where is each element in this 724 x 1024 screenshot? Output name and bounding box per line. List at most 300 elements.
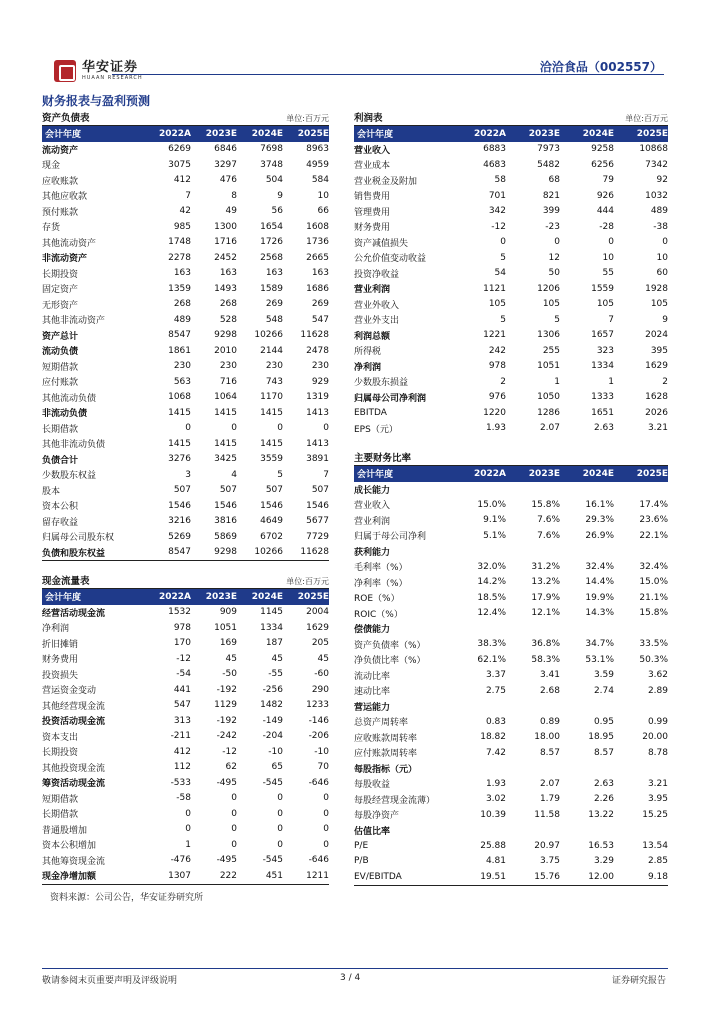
table-row <box>354 173 668 189</box>
cell-value: -149 <box>262 715 283 726</box>
row-label: 其他经营现金流 <box>42 701 106 712</box>
row-label: 成长能力 <box>354 485 391 496</box>
cell-value: 9.18 <box>647 871 668 882</box>
source-note: 资料来源：公司公告，华安证券研究所 <box>50 893 204 903</box>
cell-value: 26.9% <box>585 530 614 541</box>
cell-value: 1726 <box>260 237 283 248</box>
table-row <box>42 436 329 452</box>
cell-value: 222 <box>219 870 237 881</box>
cell-value: 10 <box>602 252 614 263</box>
table-row <box>42 837 329 853</box>
table-row <box>42 359 329 375</box>
table-row <box>354 699 668 715</box>
cell-value: 2278 <box>168 252 191 263</box>
cell-value: 3.95 <box>647 794 668 805</box>
row-label: 营业成本 <box>354 161 391 172</box>
cell-value: 15.8% <box>531 499 560 510</box>
cell-value: 2452 <box>214 252 237 263</box>
cell-value: 1319 <box>306 392 329 403</box>
balance-sheet-table <box>42 113 329 561</box>
table-row <box>354 250 668 266</box>
cell-value: 0 <box>231 793 237 804</box>
cell-value: -211 <box>170 731 191 742</box>
table-row <box>42 605 329 621</box>
cell-value: 1928 <box>645 283 668 294</box>
cell-value: 1233 <box>306 700 329 711</box>
cell-value: 10266 <box>254 330 283 341</box>
cell-value: 3075 <box>168 159 191 170</box>
table-row <box>42 868 329 884</box>
cell-value: 2.68 <box>539 685 560 696</box>
row-label: 营业外收入 <box>354 300 400 311</box>
row-label: 非流动负债 <box>42 409 88 420</box>
cell-value: 14.4% <box>585 577 614 588</box>
cell-value: 13.54 <box>642 840 668 851</box>
row-label: 毛利率（%） <box>354 563 408 574</box>
cell-value: 978 <box>488 361 506 372</box>
cell-value: 2.63 <box>593 778 614 789</box>
row-label: ROIC（%） <box>354 609 403 620</box>
table-row <box>354 513 668 529</box>
row-label: 应收账款 <box>42 176 79 187</box>
cell-value: 1334 <box>591 361 614 372</box>
cell-value: 205 <box>311 638 329 649</box>
table-row <box>354 497 668 513</box>
cell-value: 58 <box>494 175 506 186</box>
cell-value: 1032 <box>645 190 668 201</box>
cell-value: 230 <box>265 361 283 372</box>
cell-value: 53.1% <box>585 654 614 665</box>
cell-value: 399 <box>542 206 560 217</box>
cell-value: 1051 <box>537 361 560 372</box>
cell-value: 2.89 <box>647 685 668 696</box>
cell-value: 3559 <box>260 454 283 465</box>
cell-value: 9.1% <box>483 515 506 526</box>
cell-value: 1.93 <box>485 778 506 789</box>
table-row <box>42 682 329 698</box>
cell-value: 1686 <box>306 283 329 294</box>
cell-value: 5 <box>277 469 283 480</box>
cell-value: 2.75 <box>485 685 506 696</box>
footer-report-type: 证券研究报告 <box>611 976 666 986</box>
cell-value: 62 <box>225 762 237 773</box>
cell-value: 36.8% <box>531 639 560 650</box>
cell-value: 0 <box>323 824 329 835</box>
cell-value: 5482 <box>537 159 560 170</box>
cell-value: 2024E <box>251 591 283 602</box>
cell-value: 2568 <box>260 252 283 263</box>
cell-value: 1051 <box>214 622 237 633</box>
cell-value: 17.9% <box>531 592 560 603</box>
cell-value: -495 <box>216 777 237 788</box>
cell-value: 2023E <box>205 128 237 139</box>
cell-value: 269 <box>311 299 329 310</box>
cell-value: 1.79 <box>539 794 560 805</box>
cell-value: 163 <box>219 268 237 279</box>
row-label: 应付账款 <box>42 378 79 389</box>
cell-value: 2 <box>500 376 506 387</box>
cell-value: 1736 <box>306 237 329 248</box>
cell-value: 230 <box>173 361 191 372</box>
row-label: 短期借款 <box>42 794 79 805</box>
table-row <box>354 188 668 204</box>
row-label: 非流动资产 <box>42 254 88 265</box>
cell-value: 1121 <box>483 283 506 294</box>
cell-value: 10266 <box>254 547 283 558</box>
table-row <box>42 636 329 652</box>
cell-value: 0 <box>277 824 283 835</box>
row-label: 净利润 <box>42 624 70 635</box>
logo-name-en: HUAAN RESEARCH <box>82 74 143 81</box>
cell-value: 2.26 <box>593 794 614 805</box>
cell-value: 45 <box>271 653 283 664</box>
cell-value: 2024E <box>582 128 614 139</box>
cell-value: 29.3% <box>585 515 614 526</box>
table-row <box>42 421 329 437</box>
table-row <box>42 188 329 204</box>
table-row <box>354 343 668 359</box>
row-label: 每股净资产 <box>354 811 400 822</box>
cell-value: 0 <box>185 808 191 819</box>
company-logo <box>54 60 143 82</box>
table-row <box>42 328 329 344</box>
cell-value: 3816 <box>214 516 237 527</box>
cell-value: -146 <box>308 715 329 726</box>
cell-value: 1050 <box>537 392 560 403</box>
cell-value: 2665 <box>306 252 329 263</box>
table-row <box>354 869 668 885</box>
cell-value: 1170 <box>260 392 283 403</box>
table-header-row <box>354 466 668 482</box>
cell-value: 5 <box>500 314 506 325</box>
cell-value: 11628 <box>300 547 329 558</box>
cell-value: 32.4% <box>639 561 668 572</box>
cell-value: 2022A <box>473 128 506 139</box>
cell-value: 79 <box>602 175 614 186</box>
cell-value: 1608 <box>306 221 329 232</box>
table-row <box>42 467 329 483</box>
cell-value: 716 <box>219 376 237 387</box>
cell-value: 3891 <box>306 454 329 465</box>
row-label: 流动资产 <box>42 145 79 156</box>
cell-value: 54 <box>494 268 506 279</box>
row-label: 其他非流动负债 <box>42 440 106 451</box>
table-row <box>354 544 668 560</box>
table-row <box>354 266 668 282</box>
cell-value: 1415 <box>168 438 191 449</box>
cell-value: 8.57 <box>539 747 560 758</box>
cell-value: 1068 <box>168 392 191 403</box>
cell-value: -12 <box>222 746 237 757</box>
table-row <box>354 482 668 498</box>
cell-value: 18.5% <box>477 592 506 603</box>
cell-value: 1206 <box>537 283 560 294</box>
cell-value: 10868 <box>639 144 668 155</box>
table-row <box>354 559 668 575</box>
cell-value: 507 <box>219 485 237 496</box>
row-label: 会计年度 <box>45 593 82 604</box>
cell-value: 290 <box>311 684 329 695</box>
cell-value: 489 <box>650 206 668 217</box>
cell-value: 1654 <box>260 221 283 232</box>
cell-value: 58.3% <box>531 654 560 665</box>
cell-value: 163 <box>311 268 329 279</box>
table-row <box>354 792 668 808</box>
cell-value: 25.88 <box>480 840 506 851</box>
row-label: 短期借款 <box>42 362 79 373</box>
row-label: 资本支出 <box>42 732 79 743</box>
table-row <box>42 529 329 545</box>
cell-value: 7698 <box>260 144 283 155</box>
row-label: 投资净收益 <box>354 269 400 280</box>
cell-value: 1359 <box>168 283 191 294</box>
cell-value: 7.6% <box>537 530 560 541</box>
cell-value: 985 <box>173 221 191 232</box>
cell-value: 10 <box>656 252 668 263</box>
table-row <box>42 250 329 266</box>
cell-value: 269 <box>265 299 283 310</box>
cell-value: 62.1% <box>477 654 506 665</box>
cell-value: 70 <box>317 762 329 773</box>
row-label: 流动比率 <box>354 671 391 682</box>
cell-value: 105 <box>596 299 614 310</box>
cell-value: 68 <box>548 175 560 186</box>
row-label: 每股收益 <box>354 780 391 791</box>
table-row <box>354 312 668 328</box>
cell-value: 313 <box>173 715 191 726</box>
table-row <box>354 297 668 313</box>
cell-value: 1334 <box>260 622 283 633</box>
cell-value: 1748 <box>168 237 191 248</box>
cell-value: 15.8% <box>639 608 668 619</box>
row-label: 应收账款周转率 <box>354 733 418 744</box>
cell-value: 0 <box>231 808 237 819</box>
cell-value: 1307 <box>168 870 191 881</box>
cell-value: 1629 <box>306 622 329 633</box>
table-row <box>42 545 329 561</box>
table-row <box>354 590 668 606</box>
row-label: 每股指标（元） <box>354 764 418 775</box>
cell-value: 6883 <box>483 144 506 155</box>
cell-value: 2004 <box>306 607 329 618</box>
row-label: 流动负债 <box>42 347 79 358</box>
cell-value: 16.1% <box>585 499 614 510</box>
financial-ratios-title: 主要财务比率 <box>354 453 412 464</box>
row-label: 会计年度 <box>357 470 394 481</box>
cell-value: 169 <box>219 638 237 649</box>
cell-value: 7.42 <box>485 747 506 758</box>
balance-sheet-unit: 单位:百万元 <box>286 114 329 123</box>
cash-flow-title: 现金流量表 <box>42 576 90 587</box>
cell-value: 444 <box>596 206 614 217</box>
row-label: 折旧摊销 <box>42 639 79 650</box>
table-row <box>354 421 668 437</box>
cell-value: 4649 <box>260 516 283 527</box>
cell-value: 584 <box>311 175 329 186</box>
table-row <box>354 683 668 699</box>
cell-value: 1 <box>185 839 191 850</box>
cell-value: 11.58 <box>534 809 560 820</box>
cell-value: 5677 <box>306 516 329 527</box>
cell-value: 0 <box>231 839 237 850</box>
row-label: 负债合计 <box>42 455 79 466</box>
cell-value: 1415 <box>214 438 237 449</box>
row-label: P/B <box>354 856 369 867</box>
row-label: 利润总额 <box>354 331 391 342</box>
row-label: 筹资活动现金流 <box>42 779 106 790</box>
row-label: 其他应收款 <box>42 192 88 203</box>
cell-value: 1413 <box>306 407 329 418</box>
row-label: 净利率（%） <box>354 578 408 589</box>
cell-value: -256 <box>262 684 283 695</box>
cell-value: 8547 <box>168 547 191 558</box>
cell-value: 0 <box>277 808 283 819</box>
row-label: 营业税金及附加 <box>354 176 418 187</box>
cell-value: 8.57 <box>593 747 614 758</box>
cell-value: 4959 <box>306 159 329 170</box>
row-label: 资本公积增加 <box>42 841 97 852</box>
row-label: 营业外支出 <box>354 316 400 327</box>
row-label: 每股经营现金流薄） <box>354 795 436 806</box>
cell-value: 0.83 <box>485 716 506 727</box>
balance-sheet-title: 资产负债表 <box>42 113 90 124</box>
table-row <box>42 806 329 822</box>
cell-value: 66 <box>317 206 329 217</box>
row-label: 其他流动资产 <box>42 238 97 249</box>
row-label: 营业收入 <box>354 501 391 512</box>
row-label: 现金净增加额 <box>42 872 97 883</box>
cell-value: 6702 <box>260 531 283 542</box>
cell-value: 5 <box>500 252 506 263</box>
cell-value: 3.21 <box>647 423 668 434</box>
row-label: 应付账款周转率 <box>354 749 418 760</box>
row-label: 经营活动现金流 <box>42 608 106 619</box>
table-row <box>354 807 668 823</box>
cell-value: 395 <box>650 345 668 356</box>
cell-value: 1220 <box>483 407 506 418</box>
cash-flow-table <box>42 576 329 885</box>
table-row <box>354 606 668 622</box>
table-row <box>42 760 329 776</box>
table-row <box>354 823 668 839</box>
table-row <box>42 343 329 359</box>
cell-value: 3297 <box>214 159 237 170</box>
cell-value: 1415 <box>214 407 237 418</box>
row-label: 预付账款 <box>42 207 79 218</box>
income-statement-table <box>354 113 668 436</box>
row-label: 偿债能力 <box>354 625 391 636</box>
cell-value: 476 <box>219 175 237 186</box>
table-row <box>42 204 329 220</box>
row-label: 财务费用 <box>42 655 79 666</box>
row-label: 会计年度 <box>357 130 394 141</box>
row-label: 归属母公司股东权 <box>42 533 115 544</box>
cell-value: 8 <box>231 190 237 201</box>
cell-value: 4 <box>231 469 237 480</box>
cell-value: 32.0% <box>477 561 506 572</box>
cell-value: 6256 <box>591 159 614 170</box>
cell-value: 1651 <box>591 407 614 418</box>
cell-value: 65 <box>271 762 283 773</box>
cell-value: 0 <box>277 839 283 850</box>
cell-value: 1629 <box>645 361 668 372</box>
row-label: 公允价值变动收益 <box>354 254 427 265</box>
cell-value: -242 <box>216 731 237 742</box>
cell-value: 1415 <box>260 407 283 418</box>
cell-value: 230 <box>219 361 237 372</box>
cell-value: 0 <box>554 237 560 248</box>
table-row <box>354 637 668 653</box>
cell-value: 10.39 <box>480 809 506 820</box>
cell-value: 187 <box>265 638 283 649</box>
row-label: 营业利润 <box>354 516 391 527</box>
cell-value: 0 <box>185 423 191 434</box>
logo-seal-icon <box>54 60 76 82</box>
financial-ratios-table <box>354 453 668 886</box>
cell-value: 1286 <box>537 407 560 418</box>
cell-value: 3.59 <box>593 670 614 681</box>
cell-value: 548 <box>265 314 283 325</box>
table-row <box>354 745 668 761</box>
cell-value: 12.00 <box>588 871 614 882</box>
row-label: 获利能力 <box>354 547 391 558</box>
table-row <box>42 791 329 807</box>
cell-value: 0 <box>323 808 329 819</box>
cell-value: 821 <box>542 190 560 201</box>
cell-value: 1532 <box>168 607 191 618</box>
cell-value: -545 <box>262 777 283 788</box>
cell-value: 743 <box>265 376 283 387</box>
cell-value: 7342 <box>645 159 668 170</box>
cell-value: 2023E <box>205 591 237 602</box>
row-label: 营运能力 <box>354 702 391 713</box>
row-label: 资产负债率（%） <box>354 640 426 651</box>
cell-value: 3.41 <box>539 670 560 681</box>
row-label: 其他投资现金流 <box>42 763 106 774</box>
cell-value: 14.3% <box>585 608 614 619</box>
cell-value: 0 <box>500 237 506 248</box>
cell-value: 49 <box>225 206 237 217</box>
cell-value: 507 <box>311 485 329 496</box>
cell-value: 1333 <box>591 392 614 403</box>
table-row <box>42 157 329 173</box>
logo-name-cn: 华安证券 <box>82 59 139 75</box>
row-label: EPS（元） <box>354 424 398 435</box>
table-row <box>354 235 668 251</box>
row-label: 管理费用 <box>354 207 391 218</box>
income-statement-unit: 单位:百万元 <box>625 114 668 123</box>
table-row <box>42 744 329 760</box>
row-label: 资本公积 <box>42 502 79 513</box>
row-label: 其他流动负债 <box>42 393 97 404</box>
row-label: 会计年度 <box>45 130 82 141</box>
cell-value: -58 <box>176 793 191 804</box>
cell-value: 45 <box>317 653 329 664</box>
cell-value: 1546 <box>260 500 283 511</box>
cell-value: 32.4% <box>585 561 614 572</box>
cell-value: 170 <box>173 638 191 649</box>
cell-value: 2023E <box>528 128 560 139</box>
cell-value: 2.85 <box>647 856 668 867</box>
cell-value: 1628 <box>645 392 668 403</box>
cell-value: 34.7% <box>585 639 614 650</box>
table-row <box>354 668 668 684</box>
row-label: 留存收益 <box>42 517 79 528</box>
row-label: 营业利润 <box>354 285 391 296</box>
table-row <box>354 281 668 297</box>
cell-value: 1413 <box>306 438 329 449</box>
table-header-row <box>42 126 329 142</box>
